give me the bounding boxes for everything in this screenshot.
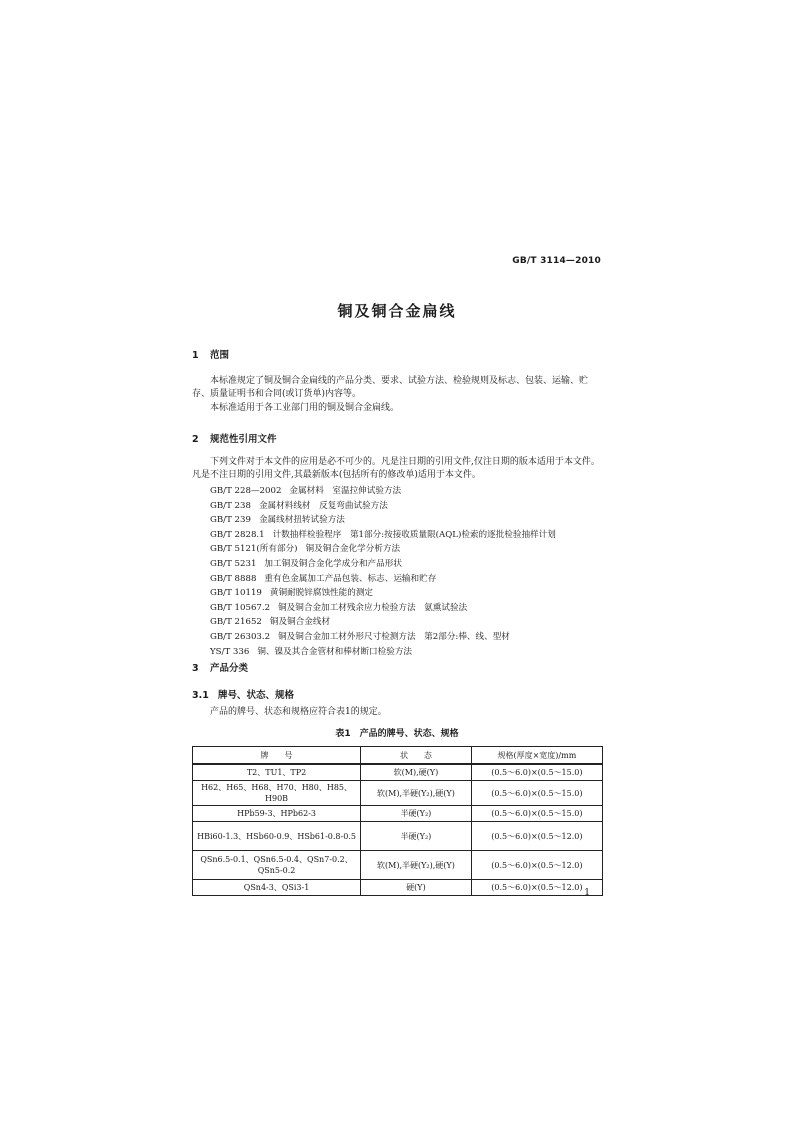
- section-2-intro: 下列文件对于本文件的应用是必不可少的。凡是注日期的引用文件,仅注日期的版本适用于本文件。凡是不注日期的引用文件,其最新版本(包括所有的修改单)适用于本文件。: [192, 457, 600, 480]
- table-caption: 表1 产品的牌号、状态、规格: [335, 729, 459, 739]
- grade-cell: HPb59-3、HPb62-3: [193, 806, 361, 822]
- grade-cell: QSn6.5-0.1、QSn6.5-0.4、QSn7-0.2、QSn5-0.2: [193, 851, 361, 880]
- size-cell: (0.5～6.0)×(0.5～12.0): [471, 880, 602, 896]
- table-row: [193, 781, 603, 806]
- grade-cell: HBi60-1.3、HSb60-0.9、HSb61-0.8-0.5: [193, 822, 361, 851]
- column-header-size: 规格(厚度×宽度)/mm: [471, 747, 602, 765]
- spec-table: [192, 746, 603, 896]
- table-row: [193, 880, 603, 896]
- reference-title: 重有色金属加工产品包装、标志、运输和贮存: [264, 573, 437, 584]
- section-title: 范围: [210, 350, 230, 361]
- reference-title: 铜及铜合金加工材外形尺寸检测方法 第2部分:棒、线、型材: [278, 631, 510, 642]
- grade-cell: QSn4-3、QSi3-1: [193, 880, 361, 896]
- temper-cell: 软(M),半硬(Y₂),硬(Y): [361, 781, 472, 806]
- section-1-heading: [192, 347, 229, 361]
- size-cell: (0.5～6.0)×(0.5～12.0): [471, 851, 602, 880]
- section-title: 牌号、状态、规格: [218, 690, 295, 701]
- reference-title: 计数抽样检验程序 第1部分:按接收质量限(AQL)检索的逐批检验抽样计划: [272, 529, 556, 540]
- table-row: [193, 851, 603, 880]
- section-number: 2: [192, 434, 199, 445]
- section-title: 产品分类: [210, 663, 249, 674]
- temper-cell: 半硬(Y₂): [361, 806, 472, 822]
- reference-code: GB/T 2828.1: [210, 529, 265, 540]
- reference-title: 金属材料 室温拉伸试验方法: [289, 486, 402, 496]
- reference-title: 铜及铜合金加工材残余应力检验方法 氨熏试验法: [278, 602, 468, 613]
- reference-title: 铜、镍及其合金管材和棒材断口检验方法: [257, 646, 413, 657]
- reference-title: 金属材料线材 反复弯曲试验方法: [258, 500, 388, 511]
- temper-cell: 软(M),半硬(Y₂),硬(Y): [361, 851, 472, 880]
- table-row: [193, 806, 603, 822]
- standard-code: GB/T 3114—2010: [512, 256, 601, 266]
- reference-title: 铜及铜合金线材: [269, 617, 331, 628]
- section-3-heading: [192, 660, 248, 674]
- reference-list: [210, 484, 556, 659]
- size-cell: (0.5～6.0)×(0.5～12.0): [471, 822, 602, 851]
- reference-code: GB/T 239: [210, 515, 251, 526]
- section-3-1-paragraph: 产品的牌号、状态和规格应符合表1的规定。: [210, 707, 387, 717]
- reference-code: GB/T 8888: [210, 573, 257, 584]
- size-cell: (0.5～6.0)×(0.5～15.0): [471, 781, 602, 806]
- section-number: 3: [192, 663, 199, 674]
- reference-item: [210, 586, 556, 601]
- reference-item: [210, 601, 556, 616]
- reference-item: [210, 615, 556, 630]
- table-row: [193, 764, 603, 781]
- reference-title: 黄铜耐脱锌腐蚀性能的测定: [269, 588, 374, 599]
- reference-item: [210, 484, 556, 499]
- reference-code: YS/T 336: [210, 646, 250, 657]
- reference-item: [210, 557, 556, 572]
- reference-code: GB/T 10567.2: [210, 602, 271, 613]
- column-header-grade: 牌 号: [193, 747, 361, 765]
- reference-item: [210, 630, 556, 645]
- grade-cell: T2、TU1、TP2: [193, 764, 361, 781]
- page-number: 1: [584, 888, 590, 898]
- reference-title: 铜及铜合金化学分析方法: [305, 544, 401, 555]
- reference-item: [210, 499, 556, 514]
- temper-cell: 软(M),硬(Y): [361, 764, 472, 781]
- reference-code: GB/T 5231: [210, 558, 257, 569]
- table-header-row: [193, 747, 603, 765]
- reference-code: GB/T 5121(所有部分): [210, 544, 298, 555]
- section-3-1-heading: [192, 687, 294, 701]
- document-title: 铜及铜合金扁线: [337, 302, 457, 320]
- reference-item: [210, 528, 556, 543]
- temper-cell: 硬(Y): [361, 880, 472, 896]
- section-1-paragraph-2: 本标准适用于各工业部门用的铜及铜合金扁线。: [210, 403, 400, 413]
- reference-title: 金属线材扭转试验方法: [258, 515, 345, 526]
- size-cell: (0.5～6.0)×(0.5～15.0): [471, 764, 602, 781]
- reference-title: 加工铜及铜合金化学成分和产品形状: [264, 558, 402, 569]
- reference-item: [210, 572, 556, 587]
- column-header-temper: 状 态: [361, 747, 472, 765]
- section-1-paragraph-1: 本标准规定了铜及铜合金扁线的产品分类、要求、试验方法、检验规则及标志、包装、运输、贮存、质量证明书和合同(或订货单)内容等。: [192, 376, 589, 399]
- size-cell: (0.5～6.0)×(0.5～15.0): [471, 806, 602, 822]
- reference-code: GB/T 10119: [210, 588, 262, 599]
- section-title: 规范性引用文件: [210, 434, 277, 445]
- reference-code: GB/T 228—2002: [210, 486, 282, 496]
- temper-cell: 半硬(Y₂): [361, 822, 472, 851]
- reference-item: [210, 513, 556, 528]
- reference-item: [210, 542, 556, 557]
- section-number: 1: [192, 350, 199, 361]
- reference-code: GB/T 21652: [210, 617, 262, 628]
- grade-cell: H62、H65、H68、H70、H80、H85、H90B: [193, 781, 361, 806]
- reference-code: GB/T 26303.2: [210, 631, 271, 642]
- table-row: [193, 822, 603, 851]
- reference-code: GB/T 238: [210, 500, 251, 511]
- section-number: 3.1: [192, 690, 209, 701]
- reference-item: [210, 645, 556, 660]
- section-2-heading: [192, 431, 277, 445]
